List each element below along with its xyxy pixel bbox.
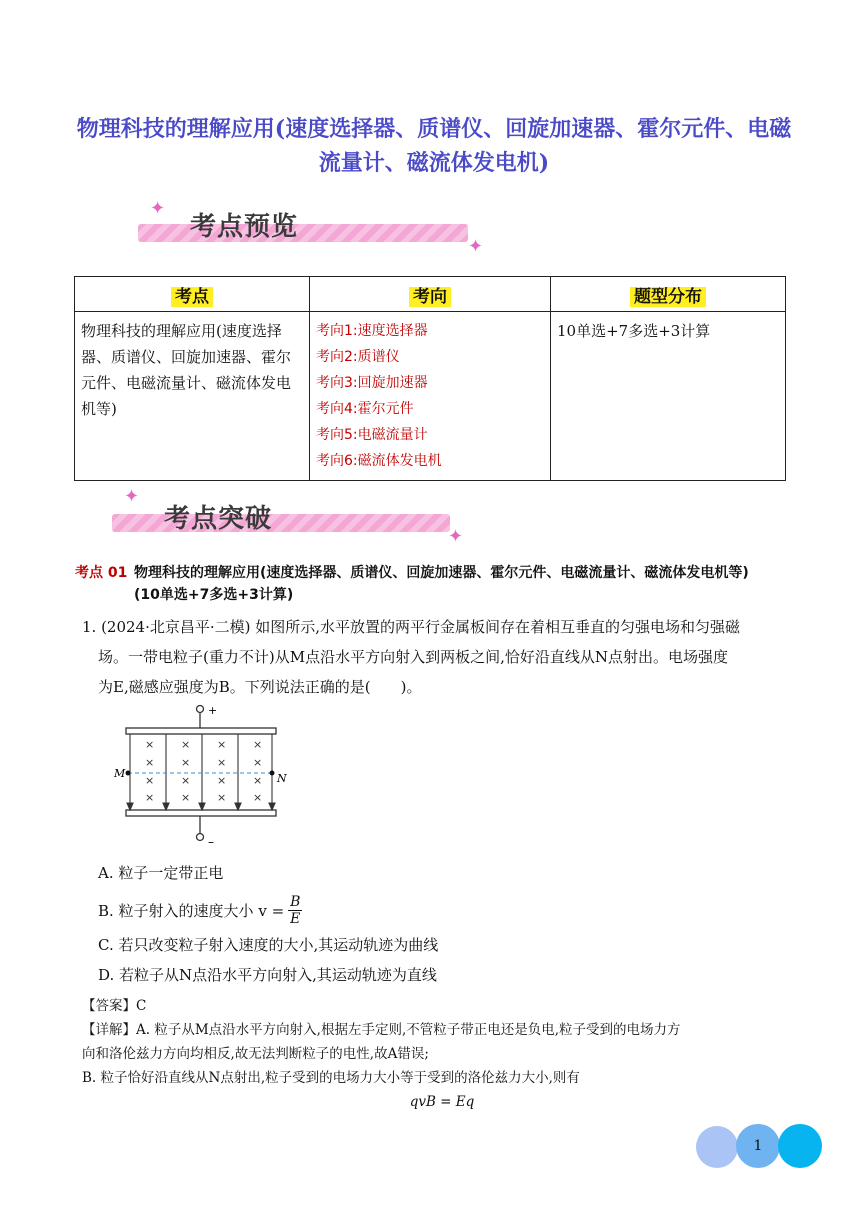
exam-points-table	[74, 276, 786, 481]
magnetic-field-cross: ×	[181, 756, 191, 769]
banner-stripe	[112, 514, 450, 532]
plus-sign: +	[208, 704, 218, 717]
sparkle-icon: ✦	[150, 198, 166, 219]
top-plate	[126, 728, 276, 734]
field-arrowhead	[163, 803, 169, 810]
list-item: 考向1:速度选择器	[316, 323, 428, 339]
header-kaoxiang: 考向	[310, 277, 551, 312]
magnetic-field-cross: ×	[217, 791, 227, 804]
page-number: 1	[736, 1124, 780, 1168]
cell-kaoxiang	[310, 312, 551, 481]
section-banner-breakthrough	[112, 486, 472, 546]
explanation-line: B. 粒子恰好沿直线从N点射出,粒子受到的电场力大小等于受到的洛伦兹力大小,则有	[82, 1070, 580, 1086]
fraction-b-over-e: $\frac{B}{E}$	[290, 894, 301, 927]
field-arrowhead	[199, 803, 205, 810]
explanation-line: 【详解】A. 粒子从M点沿水平方向射入,根据左手定则,不管粒子带正电还是负电,粒子受到的电场力方	[82, 1022, 681, 1038]
banner-title: 考点突破	[164, 504, 273, 534]
section-banner-preview	[138, 198, 488, 258]
table-header-row	[75, 277, 786, 312]
header-kaodian: 考点	[75, 277, 310, 312]
magnetic-field-cross: ×	[181, 774, 191, 787]
title-line-2: 流量计、磁流体发电机)	[318, 150, 550, 176]
cell-kaodian: 物理科技的理解应用(速度选择器、质谱仪、回旋加速器、霍尔元件、电磁流量计、磁流体发电机等)	[75, 312, 310, 481]
page-title	[60, 112, 808, 180]
option-c: C. 若只改变粒子射入速度的大小,其运动轨迹为曲线	[98, 936, 439, 954]
sparkle-icon: ✦	[448, 526, 464, 547]
bottom-plate	[126, 810, 276, 816]
field-arrowhead	[127, 803, 133, 810]
formula: qvB = Eq	[409, 1094, 475, 1110]
explanation-line: 向和洛伦兹力方向均相反,故无法判断粒子的电性,故A错误;	[82, 1046, 429, 1062]
list-item: 考向4:霍尔元件	[316, 401, 414, 417]
minus-sign: –	[208, 835, 214, 849]
magnetic-field-cross: ×	[145, 791, 155, 804]
banner-title: 考点预览	[190, 212, 299, 242]
table-row	[75, 312, 786, 481]
magnetic-field-cross: ×	[145, 738, 155, 751]
list-item: 考向5:电磁流量计	[316, 427, 428, 443]
magnetic-field-cross: ×	[181, 738, 191, 751]
banner-stripe	[138, 224, 468, 242]
magnetic-field-cross: ×	[217, 756, 227, 769]
label-m: M	[114, 767, 126, 780]
point-m	[126, 771, 131, 776]
magnetic-field-cross: ×	[217, 738, 227, 751]
list-item: 考向3:回旋加速器	[316, 375, 428, 391]
answer-line: 【答案】C	[82, 998, 147, 1014]
option-a: A. 粒子一定带正电	[98, 864, 224, 882]
list-item: 考向6:磁流体发电机	[316, 453, 442, 469]
terminal-positive	[197, 706, 204, 713]
option-b: B. 粒子射入的速度大小 v = $\frac{B}{E}$	[98, 894, 301, 927]
label-n: N	[277, 772, 287, 785]
magnetic-field-cross: ×	[217, 774, 227, 787]
decor-circle	[696, 1126, 738, 1168]
magnetic-field-cross: ×	[145, 756, 155, 769]
list-item: 考向2:质谱仪	[316, 349, 400, 365]
title-line-1: 物理科技的理解应用(速度选择器、质谱仪、回旋加速器、霍尔元件、电磁	[76, 116, 792, 142]
capacitor-field-diagram	[108, 700, 308, 850]
field-arrowhead	[269, 803, 275, 810]
terminal-negative	[197, 834, 204, 841]
question-stem: 1. (2024·北京昌平·二模) 如图所示,水平放置的两平行金属板间存在着相互垂直的匀强电场和匀强磁 场。一带电粒子(重力不计)从M点沿水平方向射入到两板之间,恰好沿直线从N点射出。电场强度 为E,磁感应强度为B。下列说法正确的是( )。	[82, 618, 741, 696]
field-arrowhead	[235, 803, 241, 810]
sparkle-icon: ✦	[468, 236, 484, 257]
cell-distribution: 10单选+7多选+3计算	[551, 312, 786, 481]
magnetic-field-cross: ×	[253, 756, 263, 769]
magnetic-field-cross: ×	[253, 791, 263, 804]
magnetic-field-cross: ×	[181, 791, 191, 804]
option-d: D. 若粒子从N点沿水平方向射入,其运动轨迹为直线	[98, 966, 437, 984]
answer-block	[82, 994, 802, 1114]
decor-circle	[778, 1124, 822, 1168]
header-distribution: 题型分布	[551, 277, 786, 312]
point-heading: 物理科技的理解应用(速度选择器、质谱仪、回旋加速器、霍尔元件、电磁流量计、磁流体发电机等) (10单选+7多选+3计算)	[134, 565, 749, 603]
page-number-badge	[696, 1124, 822, 1168]
sparkle-icon: ✦	[124, 486, 140, 507]
magnetic-field-cross: ×	[145, 774, 155, 787]
magnetic-field-cross: ×	[253, 738, 263, 751]
point-n	[270, 771, 275, 776]
point-label: 考点 01	[75, 565, 128, 581]
magnetic-field-cross: ×	[253, 774, 263, 787]
